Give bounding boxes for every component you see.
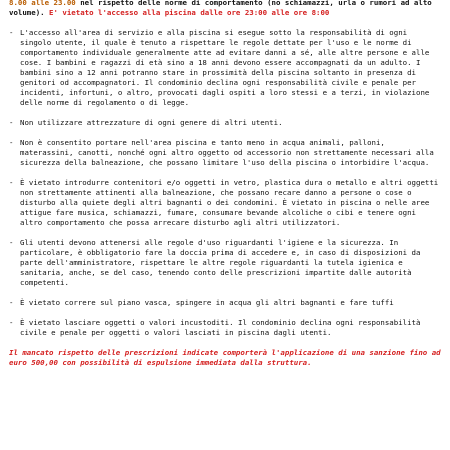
rules-list xyxy=(9,28,442,338)
night-ban-notice: E' vietato l'accesso alla piscina dalle ore 23:00 alle ore 8:00 xyxy=(49,8,330,17)
opening-hours: 8.00 alle 23.00 xyxy=(9,0,76,7)
rule-text: Gli utenti devono attenersi alle regole d'uso riguardanti l'igiene e la sicurezza. In particolare, è obbligatorio fare la doccia prima di accedere e, in caso di disposizioni da parte dell'amministratore, rispettare le altre regole riguardanti la tutela igienica e sanitaria, anche, se del caso, tenendo conto delle prescrizioni impartite dalle autorità competenti. xyxy=(20,238,421,287)
list-item xyxy=(9,318,442,338)
rule-text: L'accesso all'area di servizio e alla piscina si esegue sotto la responsabilità di ogni singolo utente, il quale è tenuto a rispettare le regole dettate per l'uso e le norme di comportamento individuale generalmente atte ad evitare danni a sé, alle altre persone e alle cose. I bambini e ragazzi di età sino a 18 anni devono essere accompagnati da un adulto. I bambini sino a 12 anni potranno stare in prossimità della piscina soltanto in presenza di genitori od accompagnatori. Il condominio declina ogni responsabilità civile e penale per incidenti, infortuni, o altro, provocati dagli ospiti a loro stessi e a terzi, in violazione delle norme di regolamento o di legge. xyxy=(20,28,430,107)
rule-text: Non è consentito portare nell'area piscina e tanto meno in acqua animali, palloni, materassini, canotti, nonché ogni altro oggetto od accessorio non strettamente necessari alla sicurezza della balneazione, che possano limitare l'uso della piscina o intorbidire l'acqua. xyxy=(20,138,434,167)
list-item xyxy=(9,118,442,128)
list-item xyxy=(9,238,442,288)
sanction-warning: Il mancato rispetto delle prescrizioni indicate comporterà l'applicazione di una sanzione fino ad euro 500,00 con possibilità di espulsione immediata dalla struttura. xyxy=(9,348,441,367)
rule-text: È vietato correre sul piano vasca, spingere in acqua gli altri bagnanti e fare tuffi xyxy=(20,298,394,307)
list-item xyxy=(9,138,442,168)
rule-text: Non utilizzare attrezzature di ogni genere di altri utenti. xyxy=(20,118,283,127)
list-item xyxy=(9,298,442,308)
list-item xyxy=(9,28,442,108)
rule-text: È vietato introdurre contenitori e/o oggetti in vetro, plastica dura o metallo e altri oggetti non strettamente attinenti alla balneazione, che possano recare danno a persone o cose o disturbo alla quiete degli altri bagnanti o dei condomini. È vietato in piscina o nelle aree attigue fare musica, schiamazzi, fumare, consumare bevande alcoliche o cibi e tenere ogni altro comportamento che possa arrecare disturbo agli altri utilizzatori. xyxy=(20,178,439,227)
bullet-dash-icon: - xyxy=(9,318,14,327)
behavior-note: nel rispetto delle norme di comportamento (no schiamazzi, urla o rumori ad alto volume). xyxy=(9,0,432,17)
bullet-dash-icon: - xyxy=(9,138,14,147)
bullet-dash-icon: - xyxy=(9,298,14,307)
rule-text: È vietato lasciare oggetti o valori incustoditi. Il condominio declina ogni responsabilità civile e penale per oggetti o valori lasciati in piscina dagli utenti. xyxy=(20,318,421,337)
list-item xyxy=(9,178,442,228)
opening-hours-notice xyxy=(9,0,442,18)
bullet-dash-icon: - xyxy=(9,28,14,37)
bullet-dash-icon: - xyxy=(9,238,14,247)
bullet-dash-icon: - xyxy=(9,178,14,187)
bullet-dash-icon: - xyxy=(9,118,14,127)
